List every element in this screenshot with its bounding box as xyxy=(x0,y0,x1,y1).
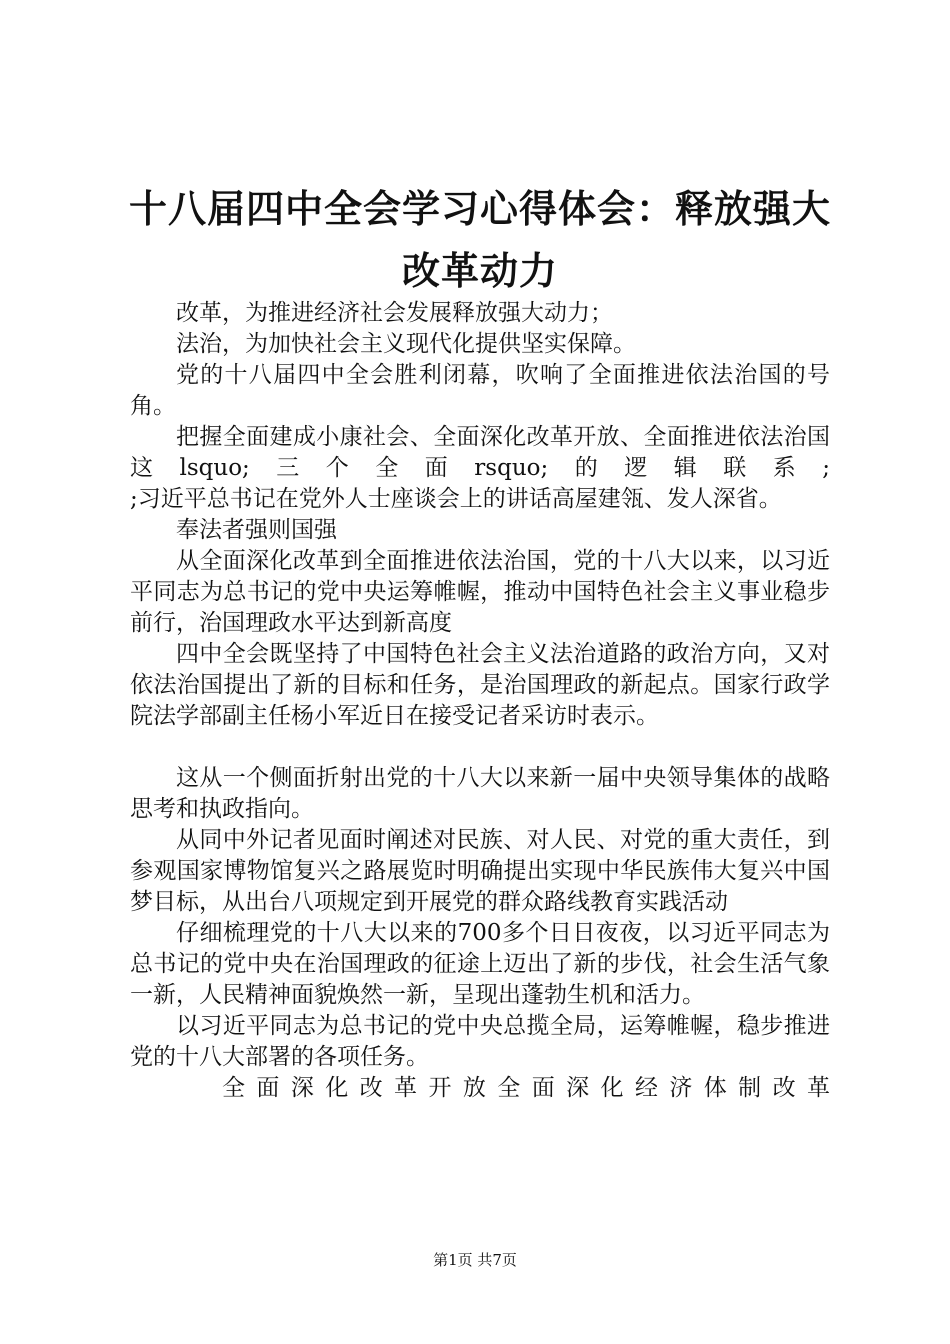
paragraph: 这从一个侧面折射出党的十八大以来新一届中央领导集体的战略思考和执政指向。 xyxy=(130,765,830,822)
paragraph: 从同中外记者见面时阐述对民族、对人民、对党的重大责任，到参观国家博物馆复兴之路展览时明确提出实现中华民族伟大复兴中国梦目标，从出台八项规定到开展党的群众路线教育实践活动 xyxy=(130,827,830,915)
document-body xyxy=(130,298,830,1104)
paragraph: 四中全会既坚持了中国特色社会主义法治道路的政治方向，又对依法治国提出了新的目标和任务，是治国理政的新起点。国家行政学院法学部副主任杨小军近日在接受记者采访时表示。 xyxy=(130,641,830,729)
paragraph: 以习近平同志为总书记的党中央总揽全局，运筹帷幄，稳步推进党的十八大部署的各项任务。 xyxy=(130,1013,830,1070)
paragraph: 法治，为加快社会主义现代化提供坚实保障。 xyxy=(176,331,636,357)
document-title: 十八届四中全会学习心得体会：释放强大改革动力 xyxy=(128,187,831,293)
paragraph: 从全面深化改革到全面推进依法治国，党的十八大以来，以习近平同志为总书记的党中央运筹帷幄，推动中国特色社会主义事业稳步前行，治国理政水平达到新高度 xyxy=(130,548,830,636)
paragraph: 全面深化改革开放全面深化经济体制改革 xyxy=(222,1075,830,1101)
paragraph: 改革，为推进经济社会发展释放强大动力； xyxy=(176,300,613,326)
paragraph: 奉法者强则国强 xyxy=(176,517,337,543)
paragraph-gap xyxy=(130,732,830,763)
page-number: 第1页 共7页 xyxy=(433,1251,517,1269)
paragraph: 把握全面建成小康社会、全面深化改革开放、全面推进依法治国这lsquo;三个全面rsquo;的逻辑联系; xyxy=(130,424,830,481)
paragraph: 党的十八届四中全会胜利闭幕，吹响了全面推进依法治国的号角。 xyxy=(130,362,830,419)
paragraph: 仔细梳理党的十八大以来的700多个日日夜夜，以习近平同志为总书记的党中央在治国理政的征途上迈出了新的步伐，社会生活气象一新，人民精神面貌焕然一新，呈现出蓬勃生机和活力。 xyxy=(130,920,830,1008)
paragraph: ;习近平总书记在党外人士座谈会上的讲话高屋建瓴、发人深省。 xyxy=(130,486,782,512)
